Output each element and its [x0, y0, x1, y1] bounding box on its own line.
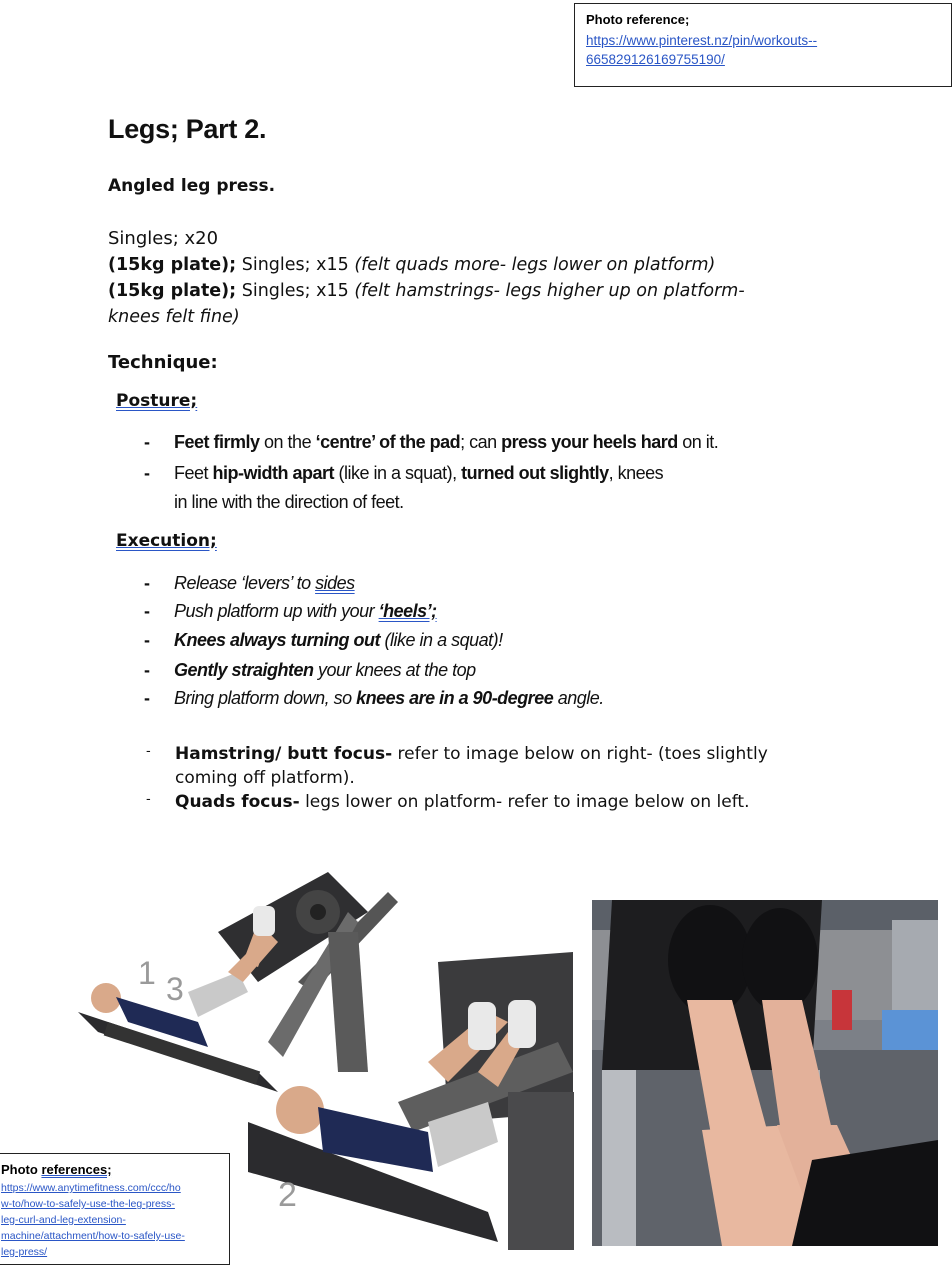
set-3-note: (felt hamstrings- legs higher up on platform-	[354, 281, 745, 301]
set-2-plate: (15kg plate);	[108, 255, 237, 275]
technique-heading: Technique:	[108, 352, 218, 373]
execution-heading: Execution;	[116, 531, 217, 551]
bottom-reference-link-line4[interactable]: machine/attachment/how-to-safely-use-	[1, 1230, 185, 1242]
exercise-name: Angled leg press.	[108, 176, 276, 196]
gym-leg-press-photo	[592, 900, 938, 1246]
top-reference-link-line1[interactable]: https://www.pinterest.nz/pin/workouts--	[586, 33, 818, 48]
set-2-note: (felt quads more- legs lower on platform)	[354, 255, 716, 275]
set-line-3: (15kg plate); Singles; x15 (felt hamstrings- legs higher up on platform-	[108, 281, 745, 301]
bottom-reference-link-line2[interactable]: w-to/how-to-safely-use-the-leg-press-	[1, 1198, 175, 1210]
gym-leg-press-photo-drawing	[592, 900, 938, 1246]
set-line-3-continued: knees felt fine)	[108, 307, 240, 327]
bottom-reference-title: Photo references;	[1, 1162, 112, 1177]
page-title: Legs; Part 2.	[108, 114, 267, 144]
set-line-2: (15kg plate); Singles; x15 (felt quads more- legs lower on platform)	[108, 255, 716, 275]
figure-label-2: 2	[278, 1176, 297, 1214]
figure-label-3: 3	[166, 971, 184, 1007]
set-line-1: Singles; x20	[108, 228, 219, 249]
bottom-photo-reference-box	[0, 1153, 230, 1265]
figure-label-1: 1	[138, 955, 156, 991]
bottom-reference-link-line1[interactable]: https://www.anytimefitness.com/ccc/ho	[1, 1182, 181, 1194]
posture-bullet-2-continued: in line with the direction of feet.	[174, 492, 404, 512]
top-photo-reference-box	[574, 3, 952, 87]
top-reference-link-line2[interactable]: 665829126169755190/	[586, 52, 725, 67]
posture-heading: Posture;	[116, 391, 198, 411]
set-3-plate: (15kg plate);	[108, 281, 237, 301]
bottom-reference-link-line3[interactable]: leg-curl-and-leg-extension-	[1, 1214, 126, 1226]
focus-bullet-1-continued: coming off platform).	[175, 768, 355, 788]
top-reference-title: Photo reference;	[586, 12, 690, 27]
bottom-reference-link-line5[interactable]: leg-press/	[1, 1246, 48, 1258]
